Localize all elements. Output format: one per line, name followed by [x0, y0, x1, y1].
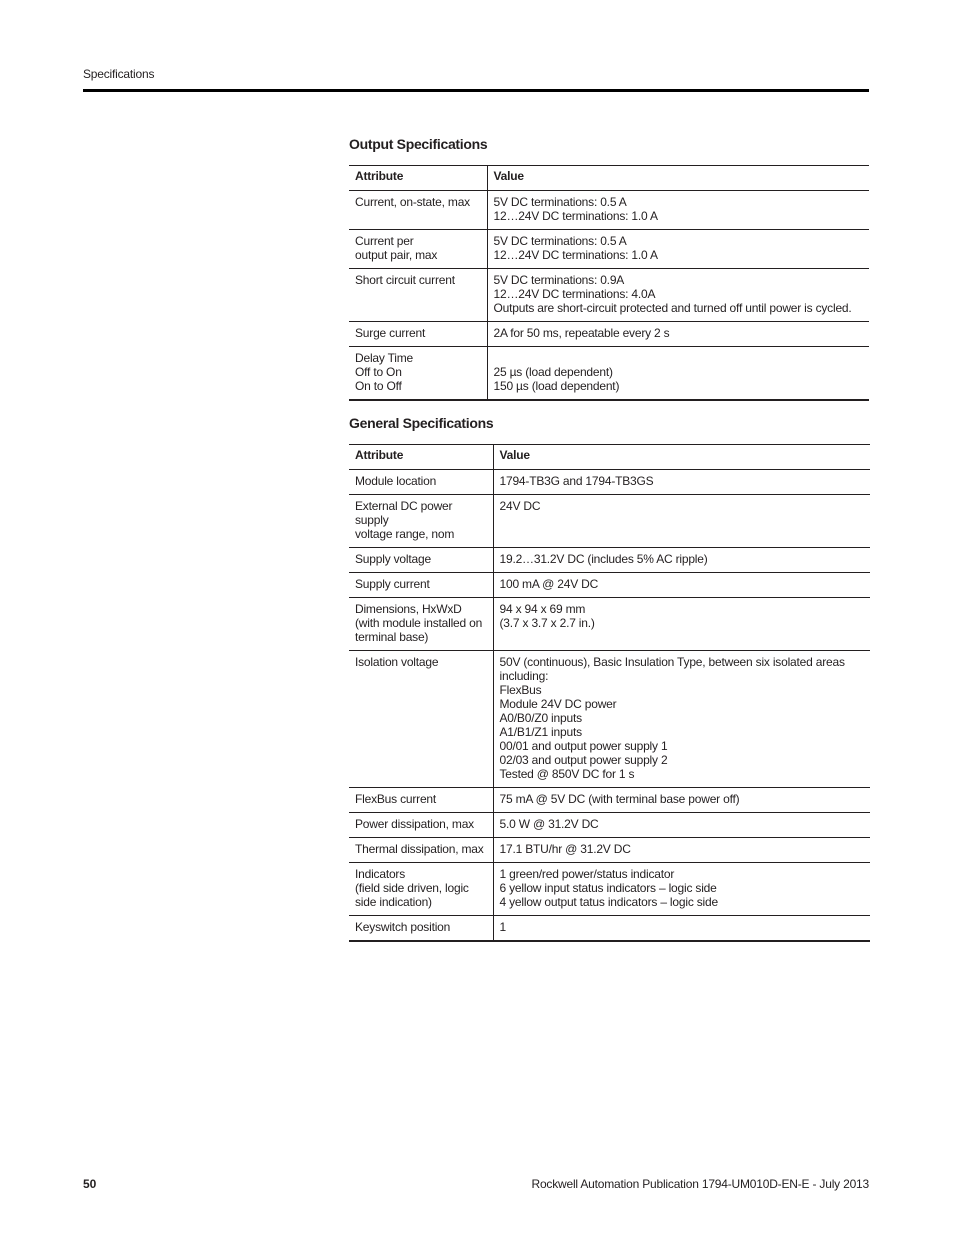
general-specifications-table [349, 444, 870, 942]
column-header-attribute: Attribute [349, 445, 493, 470]
attribute-cell: Short circuit current [349, 269, 487, 322]
table-row [349, 191, 869, 230]
table-row [349, 573, 870, 598]
table-row [349, 470, 870, 495]
table-row [349, 230, 869, 269]
page-number: 50 [83, 1177, 97, 1191]
general-specifications-title: General Specifications [349, 415, 494, 431]
table-row [349, 548, 870, 573]
value-cell: 17.1 BTU/hr @ 31.2V DC [493, 838, 870, 863]
value-cell: 75 mA @ 5V DC (with terminal base power off) [493, 788, 870, 813]
value-cell: 24V DC [493, 495, 870, 548]
attribute-cell: Dimensions, HxWxD (with module installed on terminal base) [349, 598, 493, 651]
table-row [349, 916, 870, 942]
table-row [349, 813, 870, 838]
general-table-body [349, 470, 870, 942]
attribute-cell: Keyswitch position [349, 916, 493, 942]
table-header-row [349, 166, 869, 191]
value-cell: 100 mA @ 24V DC [493, 573, 870, 598]
running-header: Specifications [83, 67, 155, 81]
value-cell: 25 µs (load dependent) 150 µs (load dependent) [487, 347, 869, 401]
column-header-attribute: Attribute [349, 166, 487, 191]
attribute-cell: Delay Time Off to On On to Off [349, 347, 487, 401]
attribute-cell: Module location [349, 470, 493, 495]
table-row [349, 269, 869, 322]
table-row [349, 322, 869, 347]
attribute-cell: Supply current [349, 573, 493, 598]
value-cell: 94 x 94 x 69 mm (3.7 x 3.7 x 2.7 in.) [493, 598, 870, 651]
attribute-cell: External DC power supply voltage range, nom [349, 495, 493, 548]
value-cell: 1794-TB3G and 1794-TB3GS [493, 470, 870, 495]
attribute-cell: Power dissipation, max [349, 813, 493, 838]
attribute-cell: Thermal dissipation, max [349, 838, 493, 863]
output-specifications-title: Output Specifications [349, 136, 488, 152]
attribute-cell: Supply voltage [349, 548, 493, 573]
table-row [349, 598, 870, 651]
table-header-row [349, 445, 870, 470]
header-rule [83, 89, 869, 92]
column-header-value: Value [487, 166, 869, 191]
attribute-cell: FlexBus current [349, 788, 493, 813]
value-cell: 5V DC terminations: 0.9A 12…24V DC terminations: 4.0A Outputs are short-circuit protected and turned off until power is cycled. [487, 269, 869, 322]
output-specifications-table [349, 165, 869, 401]
table-row [349, 495, 870, 548]
column-header-value: Value [493, 445, 870, 470]
table-row [349, 651, 870, 788]
value-cell: 5.0 W @ 31.2V DC [493, 813, 870, 838]
output-table-body [349, 191, 869, 401]
value-cell: 1 green/red power/status indicator 6 yellow input status indicators – logic side 4 yellow output tatus indicators – logic side [493, 863, 870, 916]
table-row [349, 863, 870, 916]
attribute-cell: Current, on-state, max [349, 191, 487, 230]
value-cell: 2A for 50 ms, repeatable every 2 s [487, 322, 869, 347]
value-cell: 1 [493, 916, 870, 942]
attribute-cell: Indicators (field side driven, logic side indication) [349, 863, 493, 916]
table-row [349, 838, 870, 863]
table-row [349, 788, 870, 813]
value-cell: 5V DC terminations: 0.5 A 12…24V DC terminations: 1.0 A [487, 191, 869, 230]
value-cell: 50V (continuous), Basic Insulation Type, between six isolated areas including: FlexBus Module 24V DC power A0/B0/Z0 inputs A1/B1/Z1 inputs 00/01 and output power supply 1 02/03 and output power supply 2 Tested @ 850V DC for 1 s [493, 651, 870, 788]
attribute-cell: Current per output pair, max [349, 230, 487, 269]
attribute-cell: Surge current [349, 322, 487, 347]
attribute-cell: Isolation voltage [349, 651, 493, 788]
value-cell: 5V DC terminations: 0.5 A 12…24V DC terminations: 1.0 A [487, 230, 869, 269]
table-row [349, 347, 869, 401]
value-cell: 19.2…31.2V DC (includes 5% AC ripple) [493, 548, 870, 573]
publication-info: Rockwell Automation Publication 1794-UM010D-EN-E - July 2013 [531, 1177, 869, 1191]
